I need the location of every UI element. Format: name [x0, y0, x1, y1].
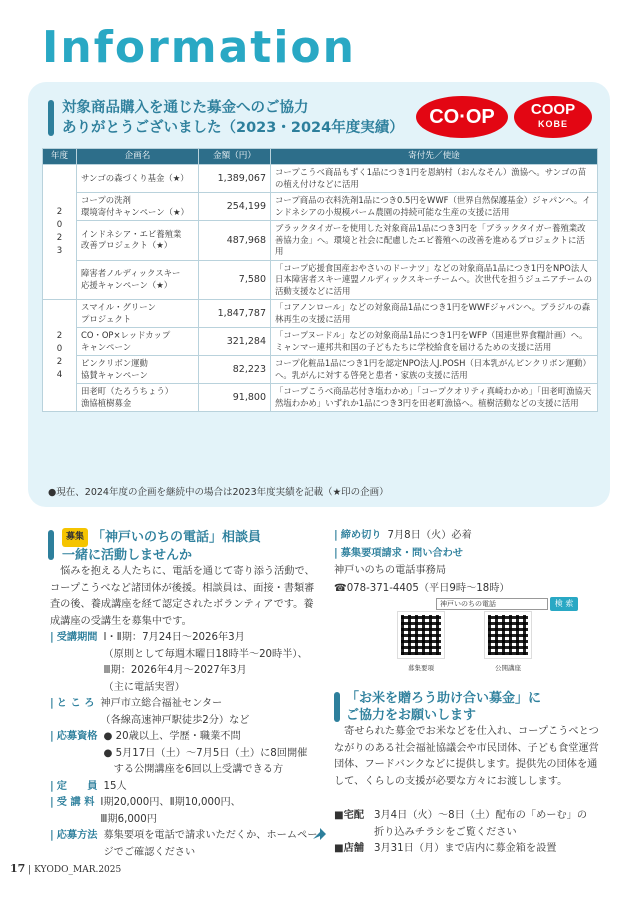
detail-label: | 応募資格	[50, 729, 97, 779]
contact-tel: ☎078-371-4405（平日9時〜18時）	[334, 582, 510, 594]
year-cell: 2 0 2 4	[43, 300, 77, 412]
contact-org: 神戸いのちの電話事務局	[334, 565, 447, 576]
project-name-cell: ピンクリボン運動 協賛キャンペーン	[77, 356, 199, 384]
coop-logo: CO·OP	[416, 96, 508, 138]
section-accent-bar	[48, 530, 54, 560]
donation-table	[42, 148, 598, 412]
recruit-badge: 募集	[62, 528, 88, 547]
coop-kobe-logo-main: COOP	[530, 101, 576, 118]
detail-label: | と こ ろ	[50, 696, 94, 729]
use-cell: コープ商品の衣料洗剤1品につき0.5円をWWF（世界自然保護基金）ジャパンへ。インドネシアの小規模パーム農園の持続可能な生産の支援に活用	[271, 193, 598, 221]
detail-row	[50, 729, 320, 779]
inochi-title-line2: 一緒に活動しませんか	[62, 548, 193, 563]
hand-pointer-icon	[310, 826, 328, 844]
title-accent-bar	[48, 100, 54, 136]
detail-value: ● 20歳以上、学歴・職業不問 ● 5月17日（土）〜7月5日（土）に8回開催 する公開講座を6回以上受講できる方	[103, 731, 308, 775]
use-cell: 「コアノンロール」などの対象商品1品につき1円をWWFジャパンへ。ブラジルの森林再生の支援に活用	[271, 300, 598, 328]
use-cell: コープこうべ商品もずく1品につき1円を恩納村（おんなそん）漁協へ。サンゴの苗の植え付けなどに活用	[271, 165, 598, 193]
store-value: 3月31日（月）まで店内に募金箱を設置	[374, 843, 557, 854]
project-name-cell: スマイル・グリーン プロジェクト	[77, 300, 199, 328]
table-row	[43, 328, 598, 356]
col-amount: 金額（円）	[199, 149, 271, 165]
table-row	[43, 165, 598, 193]
qr-code-icon[interactable]	[485, 612, 531, 658]
use-cell: 「コープこうべ商品芯付き塩わかめ」「コープクオリティ真崎わかめ」「田老町漁協天然塩わかめ」いずれか1品につき3円を田老町漁協へ。植樹活動などの支援に活用	[271, 384, 598, 412]
section-accent-bar	[334, 692, 340, 722]
project-name-cell: 障害者ノルディックスキー 応援キャンペーン（★）	[77, 260, 199, 300]
use-cell: 「コープ応援食国産おやさいのドーナツ」などの対象商品1品につき1円をNPO法人日本障害者スキー連盟ノルディックスキーチームへ。次世代を担うジュニアチームの活動支援などに活用	[271, 260, 598, 300]
detail-value: 15人	[103, 780, 127, 792]
qr-code-icon[interactable]	[398, 612, 444, 658]
deadline-label: | 締め切り	[334, 527, 381, 545]
detail-row	[50, 696, 320, 729]
use-cell: ブラックタイガーを使用した対象商品1品につき3円を「ブラックタイガー養殖業改善協力金」へ。環境と社会に配慮したエビ養殖への改善を進めるプロジェクトに活用	[271, 221, 598, 261]
store-label: ■店舗	[334, 843, 365, 854]
detail-label: | 受 講 料	[50, 795, 94, 828]
table-row	[43, 193, 598, 221]
coop-kobe-logo	[514, 96, 592, 138]
project-name-cell: サンゴの森づくり基金（★）	[77, 165, 199, 193]
amount-cell: 254,199	[199, 193, 271, 221]
project-name-cell: CO・OP×レッドカップ キャンペーン	[77, 328, 199, 356]
amount-cell: 91,800	[199, 384, 271, 412]
detail-row	[50, 779, 320, 796]
issue-label: KYODO_MAR.2025	[34, 865, 122, 875]
inochi-title-line1: 「神戸いのちの電話」相談員	[92, 530, 262, 545]
page-title: Information	[42, 22, 356, 73]
panel-title-line1: 対象商品購入を通じた募金へのご協力	[62, 100, 309, 116]
table-row	[43, 356, 598, 384]
amount-cell: 321,284	[199, 328, 271, 356]
rice-title-line1: 「お米を贈ろう助け合い募金」に	[346, 691, 542, 706]
table-note: ●現在、2024年度の企画を継続中の場合は2023年度実績を記載（★印の企画）	[48, 487, 389, 498]
year-cell: 2 0 2 3	[43, 165, 77, 300]
panel-title	[62, 98, 404, 138]
amount-cell: 1,389,067	[199, 165, 271, 193]
table-row	[43, 384, 598, 412]
use-cell: コープ化粧品1品につき1円を認定NPO法人J.POSH（日本乳がんピンクリボン運動）へ。乳がんに対する啓発と患者・家族の支援に活用	[271, 356, 598, 384]
detail-value: 募集要項を電話で請求いただくか、ホームページでご確認ください	[103, 830, 318, 858]
inochi-title	[62, 528, 261, 564]
search-input[interactable]: 神戸いのちの電話	[436, 598, 548, 610]
amount-cell: 7,580	[199, 260, 271, 300]
deadline-value: 7月8日（火）必着	[387, 530, 472, 541]
project-name-cell: インドネシア・エビ養殖業 改善プロジェクト（★）	[77, 221, 199, 261]
detail-row	[50, 795, 320, 828]
qr2-caption: 公開講座	[495, 664, 521, 672]
amount-cell: 82,223	[199, 356, 271, 384]
col-year: 年度	[43, 149, 77, 165]
coop-kobe-logo-sub: KOBE	[537, 119, 568, 129]
amount-cell: 1,847,787	[199, 300, 271, 328]
rice-title-line2: ご協力をお願いします	[346, 708, 477, 723]
detail-value: 神戸市立総合福祉センター （各線高速神戸駅徒歩2分）など	[100, 698, 250, 726]
amount-cell: 487,968	[199, 221, 271, 261]
inochi-details	[50, 630, 320, 861]
use-cell: 「コープヌードル」などの対象商品1品につき1円をWFP（国連世界食糧計画）へ。ミャンマー連邦共和国の子どもたちに学校給食を届けるための支援に活用	[271, 328, 598, 356]
rice-title	[346, 690, 541, 724]
detail-label: | 定 員	[50, 779, 97, 796]
delivery-value: 3月4日（火）〜8日（土）配布の「めーむ」の 折り込みチラシをご覧ください	[374, 810, 588, 838]
inochi-contact	[334, 527, 510, 597]
detail-label: | 受講期間	[50, 630, 97, 696]
panel-title-line2: ありがとうございました（2023・2024年度実績）	[62, 120, 404, 136]
project-name-cell: 田老町（たろうちょう） 漁協植樹募金	[77, 384, 199, 412]
detail-row	[50, 828, 320, 861]
detail-value: Ⅰ・Ⅱ期：7月24日〜2026年3月 （原則として毎週木曜日18時半〜20時半）、 Ⅲ期：2026年4月〜2027年3月 （主に電話実習）	[103, 632, 308, 693]
table-row	[43, 300, 598, 328]
detail-value: Ⅰ期20,000円、Ⅱ期10,000円、 Ⅲ期6,000円	[100, 797, 241, 825]
col-name: 企画名	[77, 149, 199, 165]
table-row	[43, 260, 598, 300]
rice-details	[334, 808, 604, 858]
delivery-label: ■宅配	[334, 810, 365, 821]
table-row	[43, 221, 598, 261]
inochi-body: 悩みを抱える人たちに、電話を通じて寄り添う活動で、コープこうべなど諸団体が後援。相談員は、面接・書類審査の後、養成講座を経て認定されたボランティアです。養成講座の受講生を募集中です。	[50, 566, 315, 627]
col-use: 寄付先／使途	[271, 149, 598, 165]
detail-row	[50, 630, 320, 696]
contact-label: | 募集要項請求・問い合わせ	[334, 545, 463, 563]
search-button[interactable]: 検 索	[550, 597, 578, 611]
project-name-cell: コープの洗剤 環境寄付キャンペーン（★）	[77, 193, 199, 221]
page-number: 17	[10, 862, 26, 875]
qr1-caption: 募集要項	[408, 664, 434, 672]
page-footer: 17 | KYODO_MAR.2025	[10, 862, 122, 875]
detail-label: | 応募方法	[50, 828, 97, 861]
table-header-row	[43, 149, 598, 165]
rice-body: 寄せられた募金でお米などを仕入れ、コープこうべとつながりのある社会福祉協議会や市民団体、子ども食堂運営団体、フードバンクなどに提供します。提供先の団体を通して、くらしの支援が必要な方々にお渡しします。	[334, 726, 599, 787]
